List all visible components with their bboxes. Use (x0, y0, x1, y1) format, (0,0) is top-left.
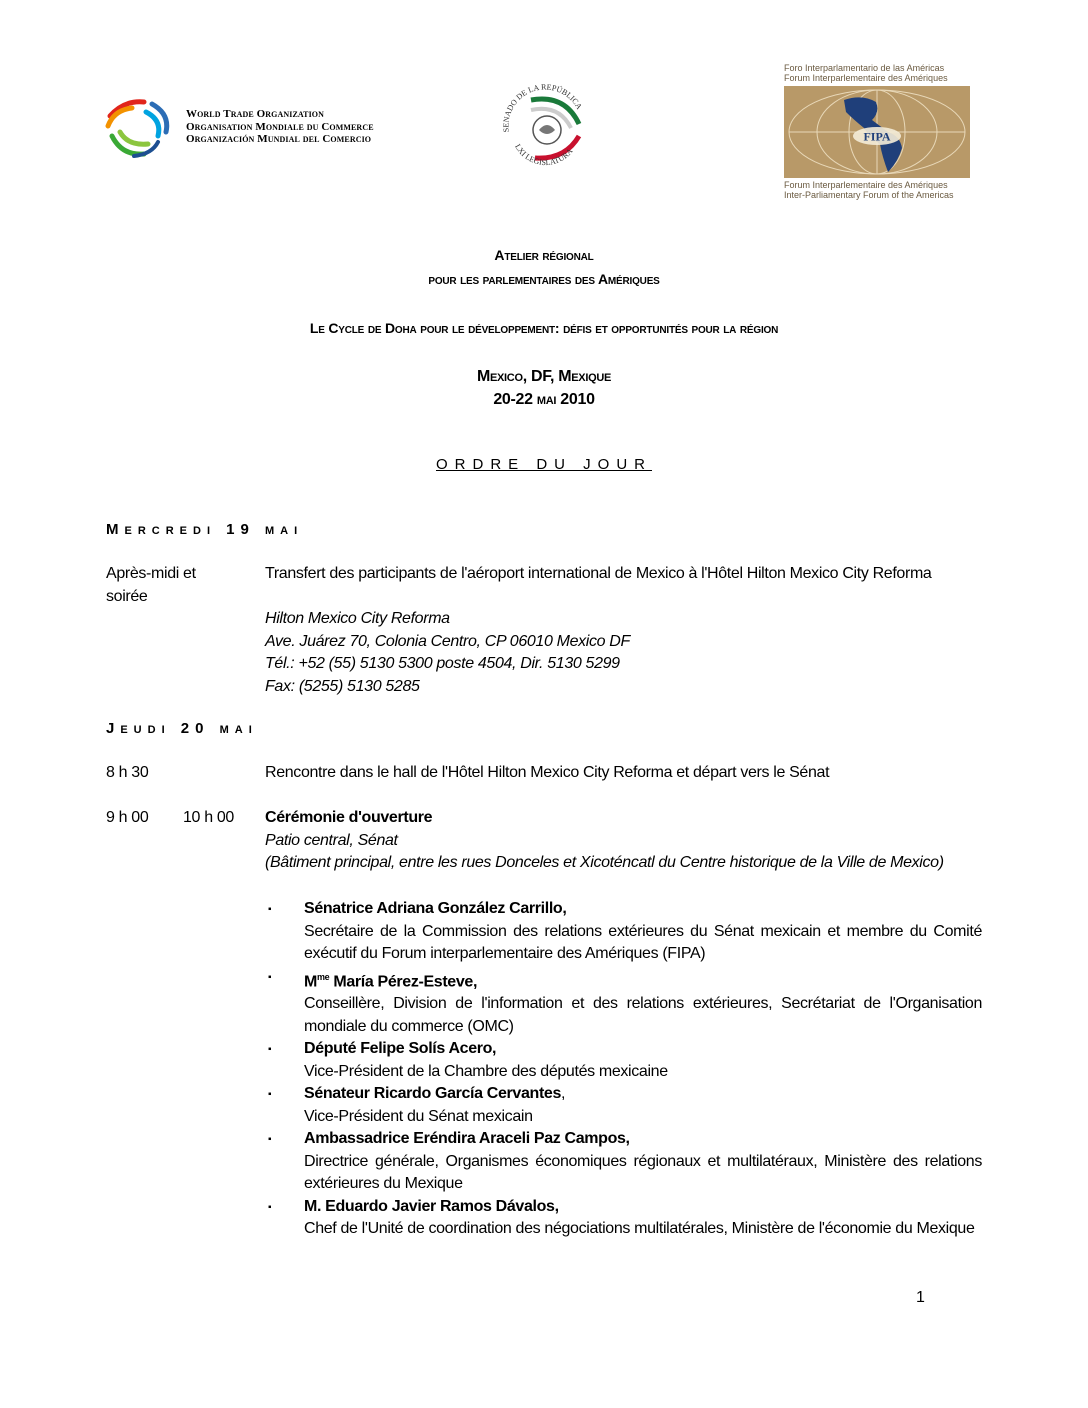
activity-rencontre: Rencontre dans le hall de l'Hôtel Hilton Mexico City Reforma et départ vers le Sénat (265, 764, 830, 781)
hotel-address: Ave. Juárez 70, Colonia Centro, CP 06010 Mexico DF (265, 632, 630, 650)
hotel-name: Hilton Mexico City Reforma (265, 610, 450, 627)
speaker-desc: Directrice générale, Organismes économiques régionaux et multilatéraux, Ministère des relations extérieures du Mexique (304, 1152, 982, 1193)
speaker-name: Sénatrice Adriana González Carrillo, (304, 900, 567, 917)
speaker-name: M. Eduardo Javier Ramos Dávalos, (304, 1197, 559, 1215)
speaker-desc: Vice-Président de la Chambre des députés mexicaine (304, 1062, 668, 1080)
bullet-icon: ▪ (268, 1089, 272, 1101)
time-8h30: 8 h 30 (106, 764, 149, 781)
fipa-map-box (784, 86, 970, 178)
title-audience: pour les parlementaires des Amériques (428, 271, 660, 287)
senado-top-text: SENADO DE LA REPÚBLICA (501, 82, 584, 133)
bullet-icon: ▪ (268, 971, 272, 983)
senado-seal-logo (495, 80, 595, 175)
ceremony-block (265, 807, 944, 875)
list-item (265, 1196, 982, 1241)
fipa-logo (784, 64, 974, 200)
title-atelier: Atelier régional (494, 247, 594, 263)
title-dates: 20-22 mai 2010 (493, 391, 595, 408)
activity-transfert: Transfert des participants de l'aéroport international de Mexico à l'Hôtel Hilton Mexico City Reforma (265, 565, 932, 582)
bullet-icon: ▪ (268, 1044, 272, 1056)
speaker-name: Député Felipe Solís Acero, (304, 1040, 497, 1058)
fipa-bottom-fr: Forum Interparlementaire des Amériques (784, 180, 948, 190)
svg-text:LXI LEGISLATURA (513, 142, 575, 167)
wto-logo (104, 96, 176, 160)
wto-name-block (186, 108, 374, 146)
wto-name-en: World Trade Organization (186, 108, 325, 120)
speaker-desc: Secrétaire de la Commission des relations extérieures du Sénat mexicain et membre du Comité exécutif du Forum interparlementaire des Amériques (FIPA) (304, 922, 982, 962)
agenda-heading: ORDRE DU JOUR (435, 456, 652, 473)
ceremony-place: Patio central, Sénat (265, 831, 398, 849)
day-heading-jeudi: Jeudi 20 mai (106, 720, 258, 737)
speaker-name: Ambassadrice Eréndira Araceli Paz Campos, (304, 1130, 630, 1148)
title-location: Mexico, DF, Mexique (476, 368, 612, 385)
senado-bottom-text: LXI LEGISLATURA (513, 142, 575, 168)
list-item (265, 1038, 982, 1083)
list-item (265, 1128, 982, 1196)
speaker-desc: Chef de l'Unité de coordination des négociations multilatérales, Ministère de l'économie du Mexique (304, 1220, 975, 1238)
day-heading-mercredi: Mercredi 19 mai (106, 521, 304, 538)
title-theme: Le Cycle de Doha pour le développement: défis et opportunités pour la région (309, 320, 779, 336)
time-apres-midi: Après-midi et soirée (106, 565, 196, 605)
bullet-icon: ▪ (268, 904, 272, 915)
hotel-fax: Fax: (5255) 5130 5285 (265, 677, 420, 695)
fipa-top-es: Foro Interparlamentario de las Américas (784, 63, 945, 73)
page-number: 1 (916, 1289, 925, 1306)
bullet-icon: ▪ (268, 1134, 272, 1146)
speaker-name: $M^{me}$ María Pérez-Esteve, (304, 971, 478, 990)
speaker-desc: Conseillère, Division de l'information et des relations extérieures, Secrétariat de l'Organisation mondiale du commerce (OMC) (304, 995, 982, 1035)
time-10h00: 10 h 00 (183, 809, 234, 826)
speaker-desc: Vice-Président du Sénat mexicain (304, 1107, 533, 1125)
time-9h00: 9 h 00 (106, 809, 149, 826)
fipa-box-label: FIPA (863, 129, 891, 144)
ceremony-title: Cérémonie d'ouverture (265, 809, 433, 826)
wto-name-es: Organización Mundial del Comercio (186, 133, 372, 145)
ceremony-place-detail: (Bâtiment principal, entre les rues Donceles et Xicoténcatl du Centre historique de la Ville de Mexico) (265, 854, 944, 871)
hotel-tel: Tél.: +52 (55) 5130 5300 poste 4504, Dir. 5130 5299 (265, 655, 620, 672)
bullet-icon: ▪ (268, 1201, 272, 1213)
fipa-bottom-en: Inter-Parliamentary Forum of the Americas (784, 189, 954, 200)
speaker-list (265, 898, 982, 1241)
list-item (265, 966, 982, 1039)
list-item (265, 1083, 982, 1128)
globe-icon (784, 86, 970, 178)
list-item (265, 898, 982, 966)
speaker-name: Sénateur Ricardo García Cervantes, (304, 1085, 566, 1103)
hotel-info (265, 608, 630, 698)
wto-name-fr: Organisation Mondiale du Commerce (186, 120, 374, 133)
fipa-top-fr: Forum Interparlementaire des Amériques (784, 72, 948, 83)
